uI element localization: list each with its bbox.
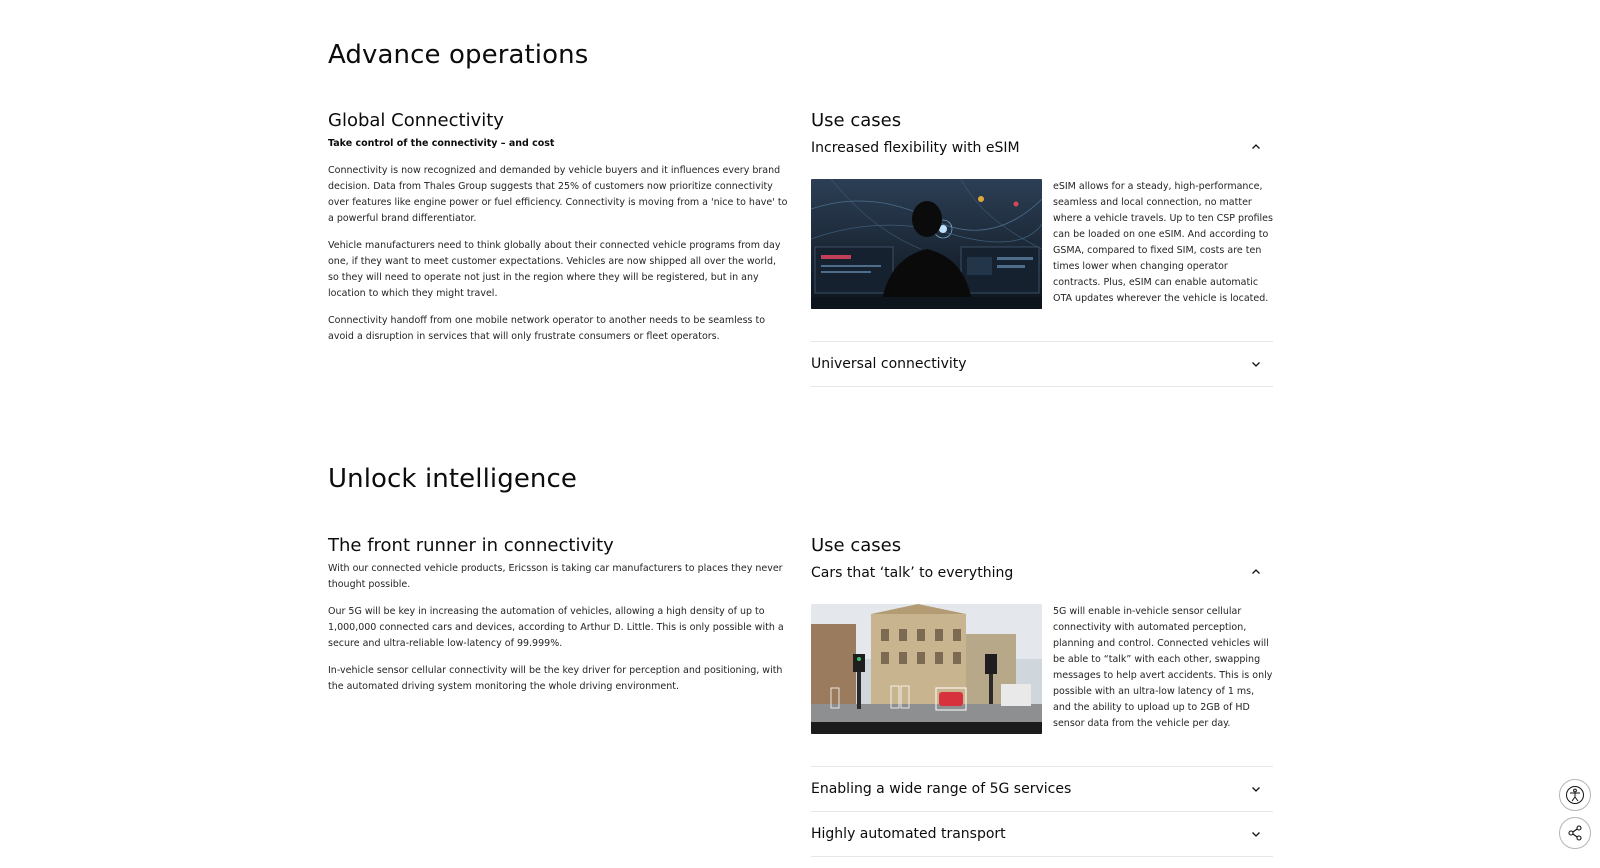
paragraph: Connectivity handoff from one mobile network operator to another needs to be seamless to avoid a disruption in services that will only frustrate consumers or fleet operators. — [328, 315, 766, 342]
chevron-up-icon[interactable] — [1249, 140, 1263, 154]
global-connectivity-tagline: Take control of the connectivity – and cost — [328, 138, 555, 149]
accordion-item-5g-services — [811, 767, 1273, 812]
chevron-up-icon[interactable] — [1249, 565, 1263, 579]
accordion-header-cars-talk[interactable] — [811, 563, 1273, 593]
accordion-item-universal — [811, 342, 1273, 387]
paragraph: In-vehicle sensor cellular connectivity will be the key driver for perception and positioning, with the automated driving system monitoring the whole driving environment. — [328, 665, 783, 692]
use-cases-title: Use cases — [811, 110, 902, 131]
operator-monitors-image — [811, 179, 1042, 309]
accordion-title: Cars that ‘talk’ to everything — [811, 565, 1014, 581]
chevron-down-icon[interactable] — [1249, 782, 1263, 796]
accordion-title: Highly automated transport — [811, 826, 1006, 842]
front-runner-title: The front runner in connectivity — [328, 535, 614, 556]
use-cases-panel-1 — [811, 110, 1273, 387]
paragraph: Connectivity is now recognized and demanded by vehicle buyers and it influences every brand decision. Data from Thales Group suggests that 25% of customers now prioritize connectivity over features like engine power or fuel efficiency. Connectivity is moving from a 'nice to have' to a powerful brand differentiator. — [328, 165, 788, 224]
paragraph: Vehicle manufacturers need to think globally about their connected vehicle programs from day one, if they want to meet customer expectations. Vehicles are now shipped all over the world, so they will need to operate not just in the region where they will be registered, but in any location to which they might travel. — [328, 240, 781, 299]
global-connectivity-title: Global Connectivity — [328, 110, 504, 131]
global-connectivity-column — [328, 110, 788, 356]
street-detection-image — [811, 604, 1042, 734]
accordion-text: 5G will enable in-vehicle sensor cellular connectivity with automated perception, planning and control. Connected vehicles will be able to “talk” with each other, swapping messages to help avert accidents. This is only possible with an ultra-low latency of 1 ms, and the ability to upload up to 2GB of HD sensor data from the vehicle per day. — [1053, 606, 1273, 729]
accordion-body-esim — [811, 168, 1273, 341]
accordion-header-automated-transport[interactable] — [811, 812, 1273, 856]
accordion-title: Increased flexibility with eSIM — [811, 140, 1020, 156]
accordion-header-esim[interactable] — [811, 138, 1273, 168]
accordion-body-cars-talk — [811, 593, 1273, 766]
section-title-unlock-intelligence: Unlock intelligence — [328, 464, 577, 494]
accordion-text: eSIM allows for a steady, high-performance, seamless and local connection, no matter where a vehicle travels. Up to ten CSP profiles can be loaded on one eSIM. And according to GSMA, compared to fixed SIM, costs are ten times lower when changing operator contracts. Plus, eSIM can enable automatic OTA updates wherever the vehicle is located. — [1053, 181, 1273, 304]
accordion-item-cars-talk — [811, 563, 1273, 767]
chevron-down-icon[interactable] — [1249, 827, 1263, 841]
accordion-header-universal[interactable] — [811, 342, 1273, 386]
use-cases-title: Use cases — [811, 535, 902, 556]
accordion-title: Enabling a wide range of 5G services — [811, 781, 1072, 797]
paragraph: With our connected vehicle products, Ericsson is taking car manufacturers to places they never thought possible. — [328, 563, 783, 590]
accordion-item-automated-transport — [811, 812, 1273, 857]
section-title-advance-operations: Advance operations — [328, 40, 589, 70]
front-runner-column — [328, 535, 788, 706]
accordion-item-esim — [811, 138, 1273, 342]
share-icon — [1565, 823, 1585, 843]
accordion-title: Universal connectivity — [811, 356, 967, 372]
use-cases-panel-2 — [811, 535, 1273, 857]
chevron-down-icon[interactable] — [1249, 357, 1263, 371]
accessibility-icon — [1565, 785, 1585, 805]
share-button[interactable] — [1559, 817, 1591, 849]
accessibility-button[interactable] — [1559, 779, 1591, 811]
accordion-header-5g-services[interactable] — [811, 767, 1273, 811]
paragraph: Our 5G will be key in increasing the automation of vehicles, allowing a high density of up to 1,000,000 connected cars and devices, according to Arthur D. Little. This is only possible with a secure and ultra-reliable low-latency of 99.999%. — [328, 606, 784, 649]
